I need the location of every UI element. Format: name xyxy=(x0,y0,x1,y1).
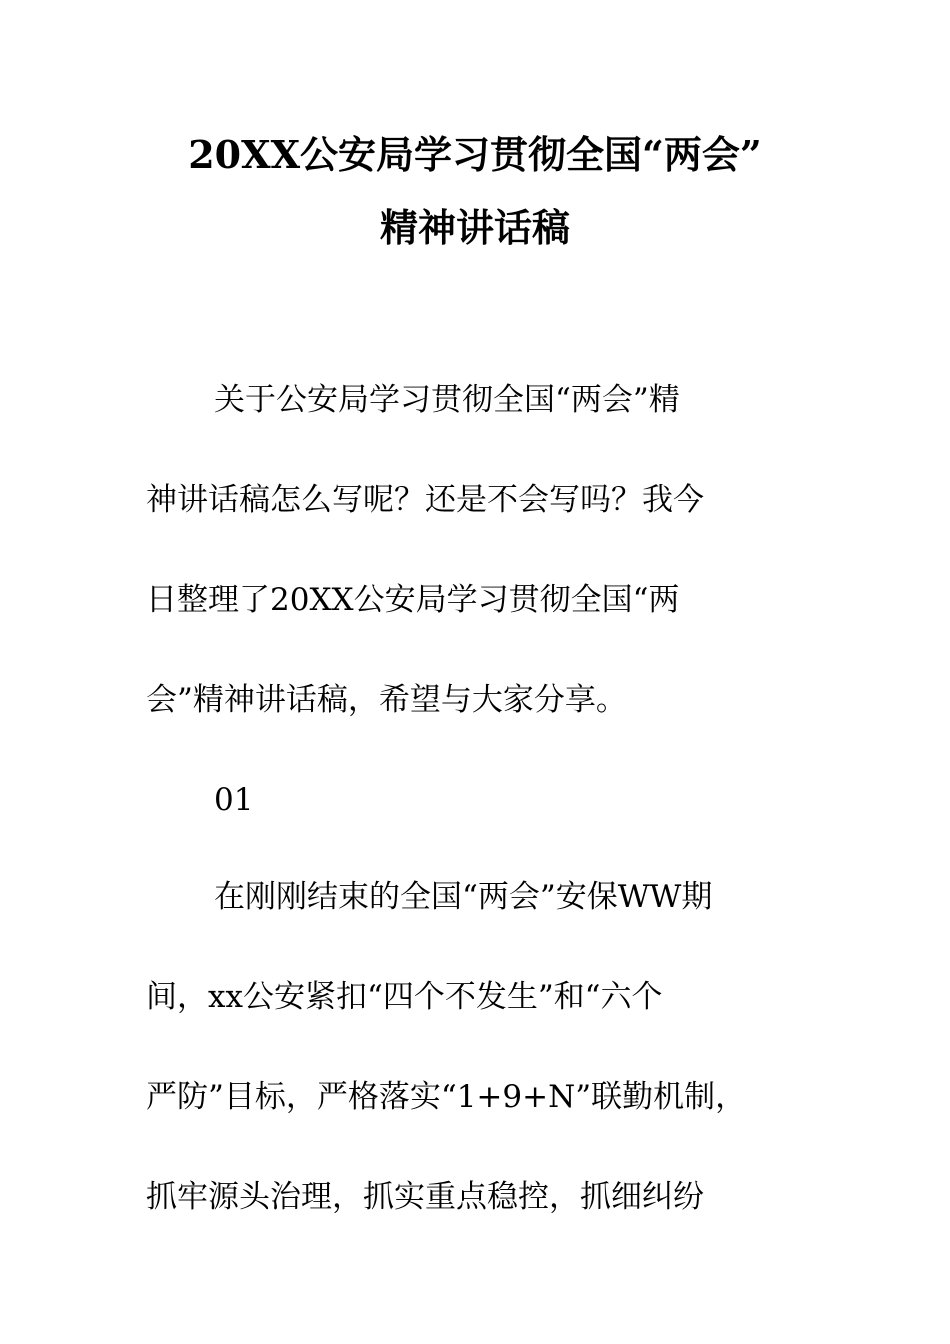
document-title-line-2: 精神讲话稿 xyxy=(379,205,570,250)
body-line: 会”精神讲话稿，希望与大家分享。 xyxy=(146,682,627,718)
body-line: 间，xx公安紧扣“四个不发生”和“六个 xyxy=(146,979,663,1015)
body-line: 抓牢源头治理，抓实重点稳控，抓细纠纷 xyxy=(146,1179,704,1215)
body-line: 关于公安局学习贯彻全国“两会”精 xyxy=(214,382,680,418)
document-title-line-1: 20XX公安局学习贯彻全国“两会” xyxy=(188,132,762,177)
body-line: 在刚刚结束的全国“两会”安保WW期 xyxy=(214,879,713,915)
section-number: 01 xyxy=(214,782,254,818)
body-line: 神讲话稿怎么写呢？还是不会写吗？我今 xyxy=(146,482,704,518)
body-line: 严防”目标，严格落实“1+9+N”联勤机制， xyxy=(146,1079,747,1115)
body-line: 日整理了20XX公安局学习贯彻全国“两 xyxy=(146,582,680,618)
